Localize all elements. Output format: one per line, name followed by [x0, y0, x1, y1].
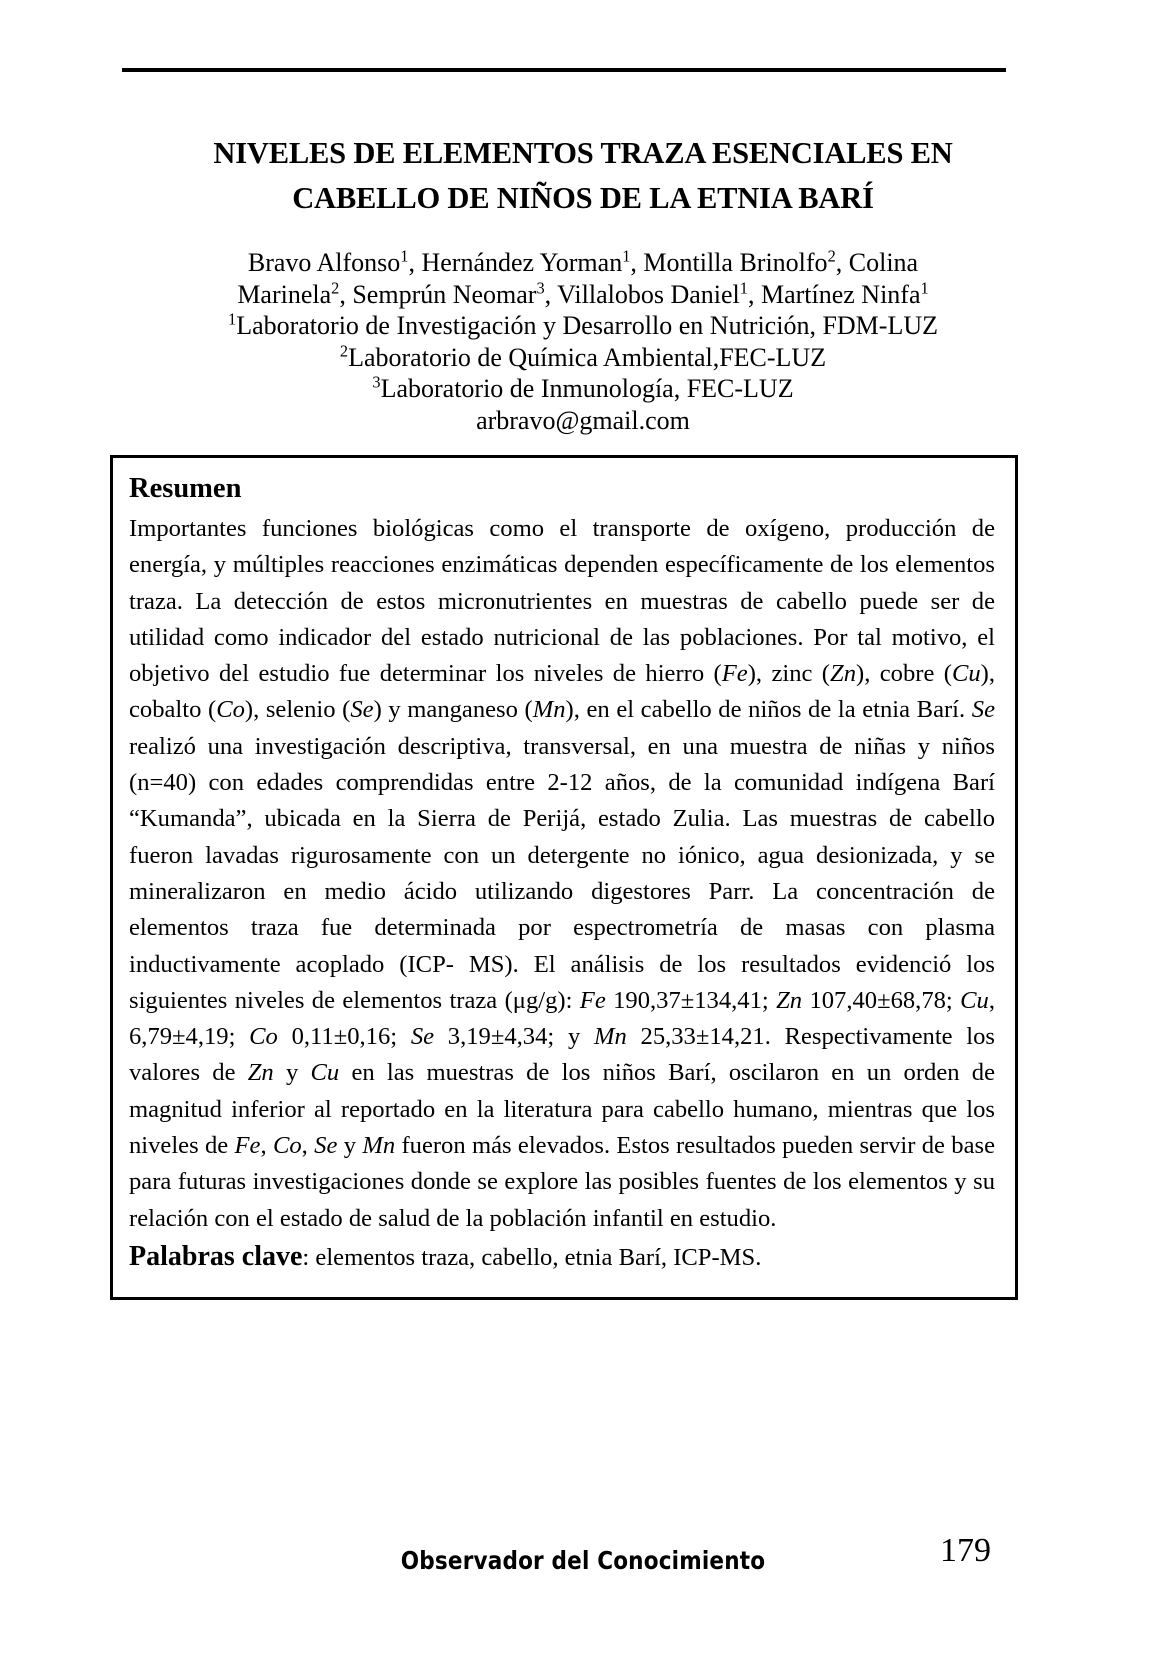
footer-journal-name: Observador del Conocimiento — [400, 1546, 766, 1575]
footer-page-number: 179 — [940, 1532, 991, 1569]
header-rule — [122, 68, 1006, 72]
affiliation-1: $^1$Laboratorio de Investigación y Desarrollo en Nutrición, FDM-LUZ — [228, 309, 938, 340]
keywords-value: elementos traza, cabello, etnia Barí, ICP-MS. — [315, 1244, 762, 1271]
title-line-2: CABELLO DE NIÑOS DE LA ETNIA BARÍ — [292, 181, 874, 215]
affiliation-2: $^2$Laboratorio de Química Ambiental,FEC-LUZ — [339, 340, 827, 372]
keywords-label: Palabras clave — [129, 1241, 303, 1272]
authors-and-affiliations — [133, 247, 1033, 436]
keywords-separator: : — [302, 1244, 316, 1271]
authors-line-2: Marinela$^2$, Semprún Neomar$^3$, Villalobos Daniel$^1$, Martínez Ninfa$^1$ — [237, 277, 929, 309]
contact-email: arbravo@gmail.com — [476, 405, 690, 435]
affiliation-3: $^3$Laboratorio de Inmunología, FEC-LUZ — [372, 372, 794, 403]
abstract-body: Importantes funciones biológicas como el transporte de oxígeno, producción de energía, y múltiples reacciones enzimáticas dependen específicamente de los elementos traza. La detección de estos micronutrientes en muestras de cabello puede ser de utilidad como indicador del estado nutricional de las poblaciones. Por tal motivo, el objetivo del estudio fue determinar los niveles de hierro (Fe), zinc (Zn), cobre (Cu), cobalto (Co), selenio (Se) y manganeso (Mn), en el cabello de niños de la etnia Barí. Se realizó una investigación descriptiva, transversal, en una muestra de niñas y niños (n=40) con edades comprendidas entre 2-12 años, de la comunidad indígena Barí “Kumanda”, ubicada en la Sierra de Perijá, estado Zulia. Las muestras de cabello fueron lavadas rigurosamente con un detergente no iónico, agua desionizada, y se mineralizaron en medio ácido utilizando digestores Parr. La concentración de elementos traza fue determinada por espectrometría de masas con plasma inductivamente acoplado (ICP- MS). El análisis de los resultados evidenció los siguientes niveles de elementos traza (μg/g): Fe 190,37±134,41; Zn 107,40±68,78; Cu, 6,79±4,19; Co 0,11±0,16; Se 3,19±4,34; y Mn 25,33±14,21. Respectivamente los valores de Zn y Cu en las muestras de los niños Barí, oscilaron en un orden de magnitud inferior al reportado en la literatura para cabello humano, mientras que los niveles de Fe, Co, Se y Mn fueron más elevados. Estos resultados pueden servir de base para futuras investigaciones donde se explore las posibles fuentes de los elementos y su relación con el estado de salud de la población infantil en estudio. — [129, 515, 996, 1232]
title-line-1: NIVELES DE ELEMENTOS TRAZA ESENCIALES EN — [213, 136, 953, 170]
authors-line-1: Bravo Alfonso$^1$, Hernández Yorman$^1$, Montilla Brinolfo$^2$, Colina — [247, 246, 919, 277]
page-title — [133, 131, 1033, 221]
abstract-box — [110, 455, 1018, 1300]
keywords-line — [129, 1241, 989, 1274]
abstract-heading: Resumen — [129, 473, 242, 504]
